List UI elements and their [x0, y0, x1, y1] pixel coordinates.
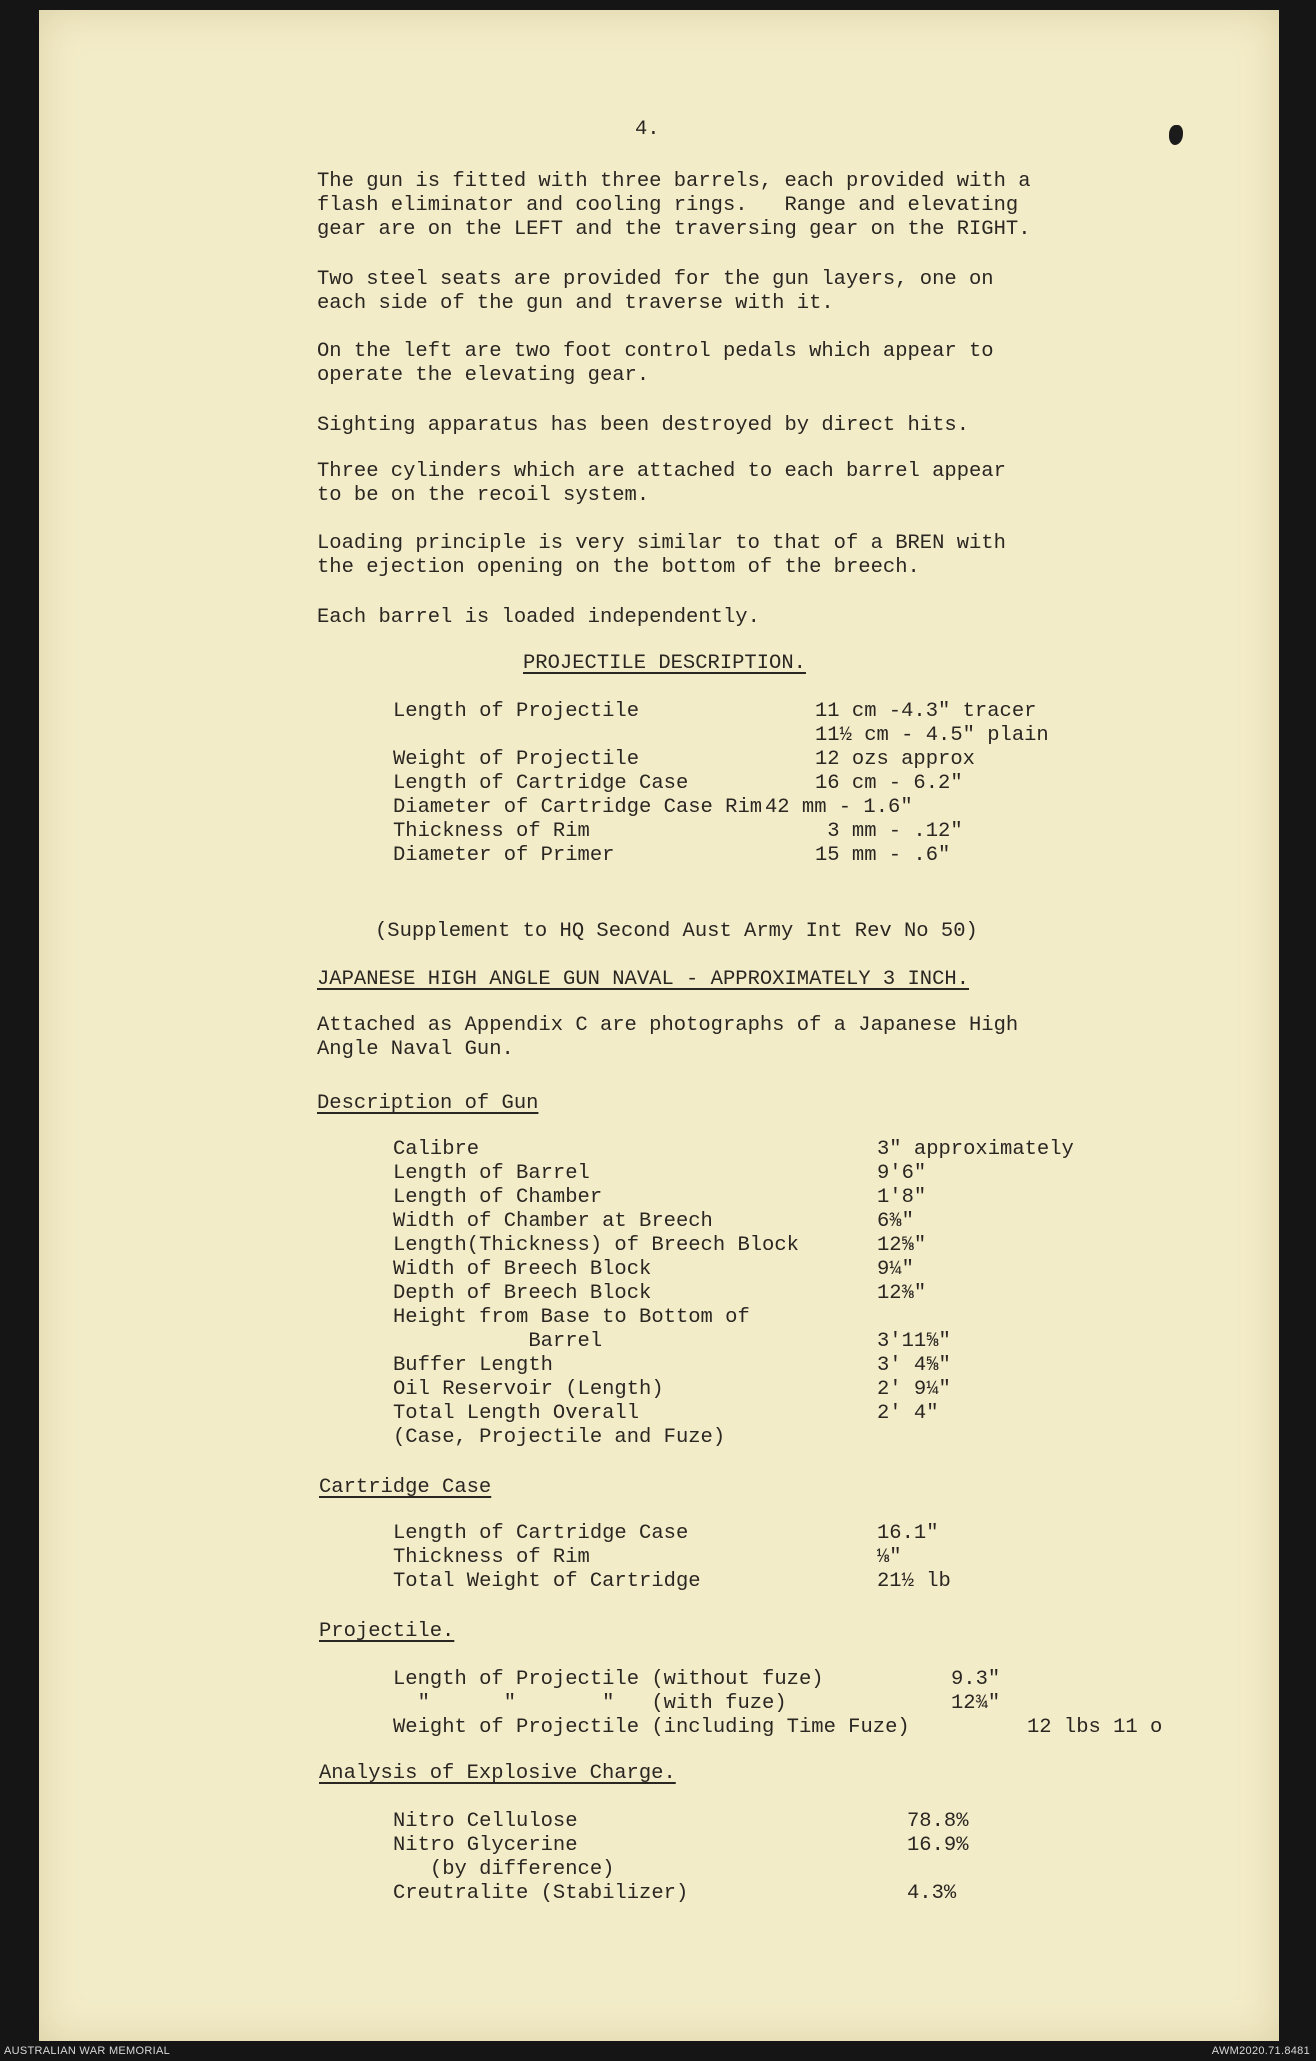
supplement-note: (Supplement to HQ Second Aust Army Int Rev No 50) [375, 920, 978, 943]
spec-label: Length(Thickness) of Breech Block [393, 1234, 799, 1257]
paragraph-line: Each barrel is loaded independently. [317, 606, 760, 629]
typed-document [39, 10, 1279, 2041]
footer-reference-number: AWM2020.71.8481 [1211, 2045, 1310, 2057]
spec-value: 3 mm - .12" [815, 820, 963, 843]
spec-label: Length of Chamber [393, 1186, 603, 1209]
spec-value: 16 cm - 6.2" [815, 772, 963, 795]
spec-value: 2' 4" [877, 1402, 939, 1425]
section-heading-gun: JAPANESE HIGH ANGLE GUN NAVAL - APPROXIMATELY 3 INCH. [317, 968, 970, 991]
paragraph-line: Two steel seats are provided for the gun layers, one on [317, 268, 994, 291]
spec-value: 42 mm - 1.6" [765, 796, 913, 819]
spec-label: Total Weight of Cartridge [393, 1570, 701, 1593]
spec-label: Diameter of Cartridge Case Rim [393, 796, 763, 819]
spec-label: Buffer Length [393, 1354, 553, 1377]
spec-label: Thickness of Rim [393, 820, 590, 843]
spec-label: (by difference) [393, 1858, 615, 1881]
subheading-projectile: Projectile. [319, 1620, 455, 1643]
footer-archive-name: AUSTRALIAN WAR MEMORIAL [4, 2045, 171, 2057]
spec-value: 21½ lb [877, 1570, 951, 1593]
page-number: 4. [635, 118, 660, 141]
spec-value: 78.8% [907, 1810, 969, 1833]
spec-label: Nitro Glycerine [393, 1834, 578, 1857]
spec-value: 16.9% [907, 1834, 969, 1857]
spec-value: 11 cm -4.3" tracer [815, 700, 1037, 723]
spec-label: Barrel [393, 1330, 603, 1353]
spec-value: 9¼" [877, 1258, 914, 1281]
spec-label: (Case, Projectile and Fuze) [393, 1426, 726, 1449]
spec-label: " " " (with fuze) [393, 1692, 787, 1715]
spec-label: Creutralite (Stabilizer) [393, 1882, 689, 1905]
spec-value: 12¾" [951, 1692, 1001, 1715]
spec-value: 12⅝" [877, 1234, 927, 1257]
paragraph-line: Attached as Appendix C are photographs of a Japanese High [317, 1014, 1019, 1037]
paragraph-line: to be on the recoil system. [317, 484, 650, 507]
spec-label: Thickness of Rim [393, 1546, 590, 1569]
paragraph-line: flash eliminator and cooling rings. Range and elevating [317, 194, 1019, 217]
spec-value: 12 lbs 11 o [1027, 1716, 1163, 1739]
spec-label: Oil Reservoir (Length) [393, 1378, 664, 1401]
paragraph-line: On the left are two foot control pedals which appear to [317, 340, 994, 363]
spec-label: Length of Cartridge Case [393, 1522, 689, 1545]
paragraph-line: The gun is fitted with three barrels, each provided with a [317, 170, 1031, 193]
spec-label: Calibre [393, 1138, 480, 1161]
spec-value: 12 ozs approx [815, 748, 975, 771]
spec-value: 6⅜" [877, 1210, 914, 1233]
spec-label: Weight of Projectile (including Time Fuze) [393, 1716, 910, 1739]
spec-value: 3" approximately [877, 1138, 1074, 1161]
spec-label: Width of Breech Block [393, 1258, 652, 1281]
spec-value: 3'11⅝" [877, 1330, 951, 1353]
spec-label: Diameter of Primer [393, 844, 615, 867]
spec-value: 3' 4⅝" [877, 1354, 951, 1377]
subheading-description-of-gun: Description of Gun [317, 1092, 539, 1115]
spec-value: ⅛" [877, 1546, 902, 1569]
spec-label: Depth of Breech Block [393, 1282, 652, 1305]
spec-value: 16.1" [877, 1522, 939, 1545]
subheading-explosive-charge: Analysis of Explosive Charge. [319, 1762, 676, 1785]
spec-value: 15 mm - .6" [815, 844, 951, 867]
paragraph-line: the ejection opening on the bottom of the breech. [317, 556, 920, 579]
document-page [39, 10, 1279, 2041]
spec-label: Total Length Overall [393, 1402, 640, 1425]
paragraph-line: gear are on the LEFT and the traversing gear on the RIGHT. [317, 218, 1031, 241]
paragraph-line: operate the elevating gear. [317, 364, 650, 387]
spec-value: 1'8" [877, 1186, 927, 1209]
spec-value: 11½ cm - 4.5" plain [815, 724, 1049, 747]
spec-value: 9'6" [877, 1162, 927, 1185]
spec-label: Length of Projectile [393, 700, 640, 723]
spec-label: Nitro Cellulose [393, 1810, 578, 1833]
spec-value: 12⅜" [877, 1282, 927, 1305]
paragraph-line: Three cylinders which are attached to each barrel appear [317, 460, 1006, 483]
paragraph-line: Angle Naval Gun. [317, 1038, 514, 1061]
spec-label: Length of Barrel [393, 1162, 590, 1185]
spec-label: Weight of Projectile [393, 748, 640, 771]
paragraph-line: Loading principle is very similar to that of a BREN with [317, 532, 1006, 555]
spec-value: 4.3% [907, 1882, 957, 1905]
spec-label: Height from Base to Bottom of [393, 1306, 750, 1329]
section-heading-projectile-description: PROJECTILE DESCRIPTION. [523, 652, 806, 675]
spec-value: 2' 9¼" [877, 1378, 951, 1401]
subheading-cartridge-case: Cartridge Case [319, 1476, 492, 1499]
spec-label: Width of Chamber at Breech [393, 1210, 713, 1233]
spec-label: Length of Projectile (without fuze) [393, 1668, 824, 1691]
paragraph-line: each side of the gun and traverse with it. [317, 292, 834, 315]
spec-label: Length of Cartridge Case [393, 772, 689, 795]
spec-value: 9.3" [951, 1668, 1001, 1691]
paragraph-line: Sighting apparatus has been destroyed by direct hits. [317, 414, 970, 437]
